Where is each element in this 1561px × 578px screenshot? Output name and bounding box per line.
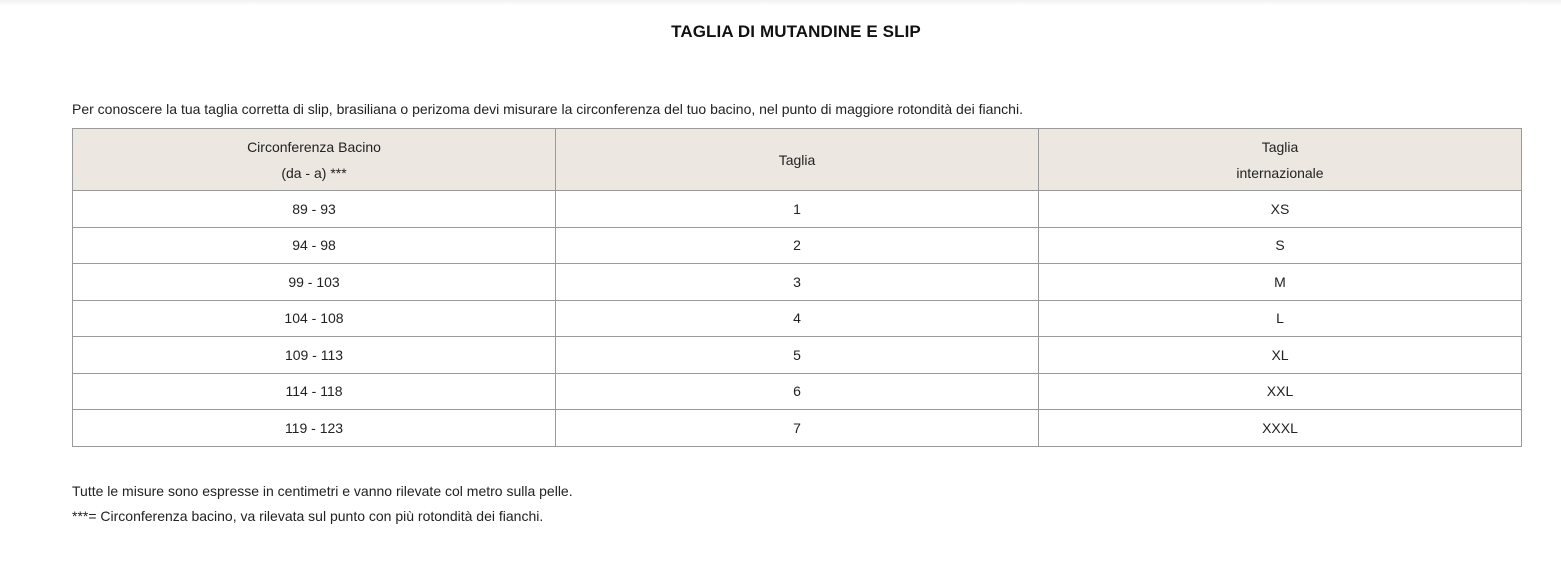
cell-circonferenza: 99 - 103: [73, 264, 556, 301]
cell-circonferenza: 119 - 123: [73, 410, 556, 447]
cell-taglia: 2: [556, 227, 1039, 264]
cell-taglia: 6: [556, 373, 1039, 410]
header-taglia-internazionale: [1039, 129, 1522, 191]
cell-circonferenza: 104 - 108: [73, 300, 556, 337]
table-row: [73, 264, 1522, 301]
header-circonferenza: [73, 129, 556, 191]
cell-taglia-internazionale: XS: [1039, 191, 1522, 228]
cell-taglia-internazionale: L: [1039, 300, 1522, 337]
page-title: TAGLIA DI MUTANDINE E SLIP: [671, 22, 921, 41]
header-line: Taglia: [1261, 138, 1299, 155]
header-line: Taglia: [778, 151, 816, 168]
table-row: [73, 191, 1522, 228]
cell-taglia-internazionale: XL: [1039, 337, 1522, 374]
intro-text: Per conoscere la tua taglia corretta di slip, brasiliana o perizoma devi misurare la circonferenza del tuo bacino, nel punto di maggiore rotondità dei fianchi.: [72, 101, 1023, 117]
table-row: [73, 300, 1522, 337]
cell-taglia: 7: [556, 410, 1039, 447]
cell-taglia-internazionale: XXL: [1039, 373, 1522, 410]
note-asterisk-footnote: ***= Circonferenza bacino, va rilevata sul punto con più rotondità dei fianchi.: [72, 508, 544, 524]
cell-taglia: 1: [556, 191, 1039, 228]
top-shadow: [0, 0, 1561, 6]
note-measurement-units: Tutte le misure sono espresse in centimetri e vanno rilevate col metro sulla pelle.: [72, 483, 573, 499]
cell-taglia: 5: [556, 337, 1039, 374]
cell-taglia-internazionale: XXXL: [1039, 410, 1522, 447]
header-line: (da - a) ***: [281, 164, 347, 181]
cell-taglia-internazionale: M: [1039, 264, 1522, 301]
cell-taglia: 4: [556, 300, 1039, 337]
header-line: internazionale: [1236, 164, 1324, 181]
cell-taglia-internazionale: S: [1039, 227, 1522, 264]
cell-circonferenza: 94 - 98: [73, 227, 556, 264]
header-taglia: [556, 129, 1039, 191]
cell-circonferenza: 109 - 113: [73, 337, 556, 374]
table-row: [73, 410, 1522, 447]
header-line: Circonferenza Bacino: [247, 138, 381, 155]
size-table: [72, 128, 1522, 447]
cell-circonferenza: 89 - 93: [73, 191, 556, 228]
cell-circonferenza: 114 - 118: [73, 373, 556, 410]
table-row: [73, 227, 1522, 264]
cell-taglia: 3: [556, 264, 1039, 301]
table-header-row: [73, 129, 1522, 191]
table-row: [73, 337, 1522, 374]
table-row: [73, 373, 1522, 410]
